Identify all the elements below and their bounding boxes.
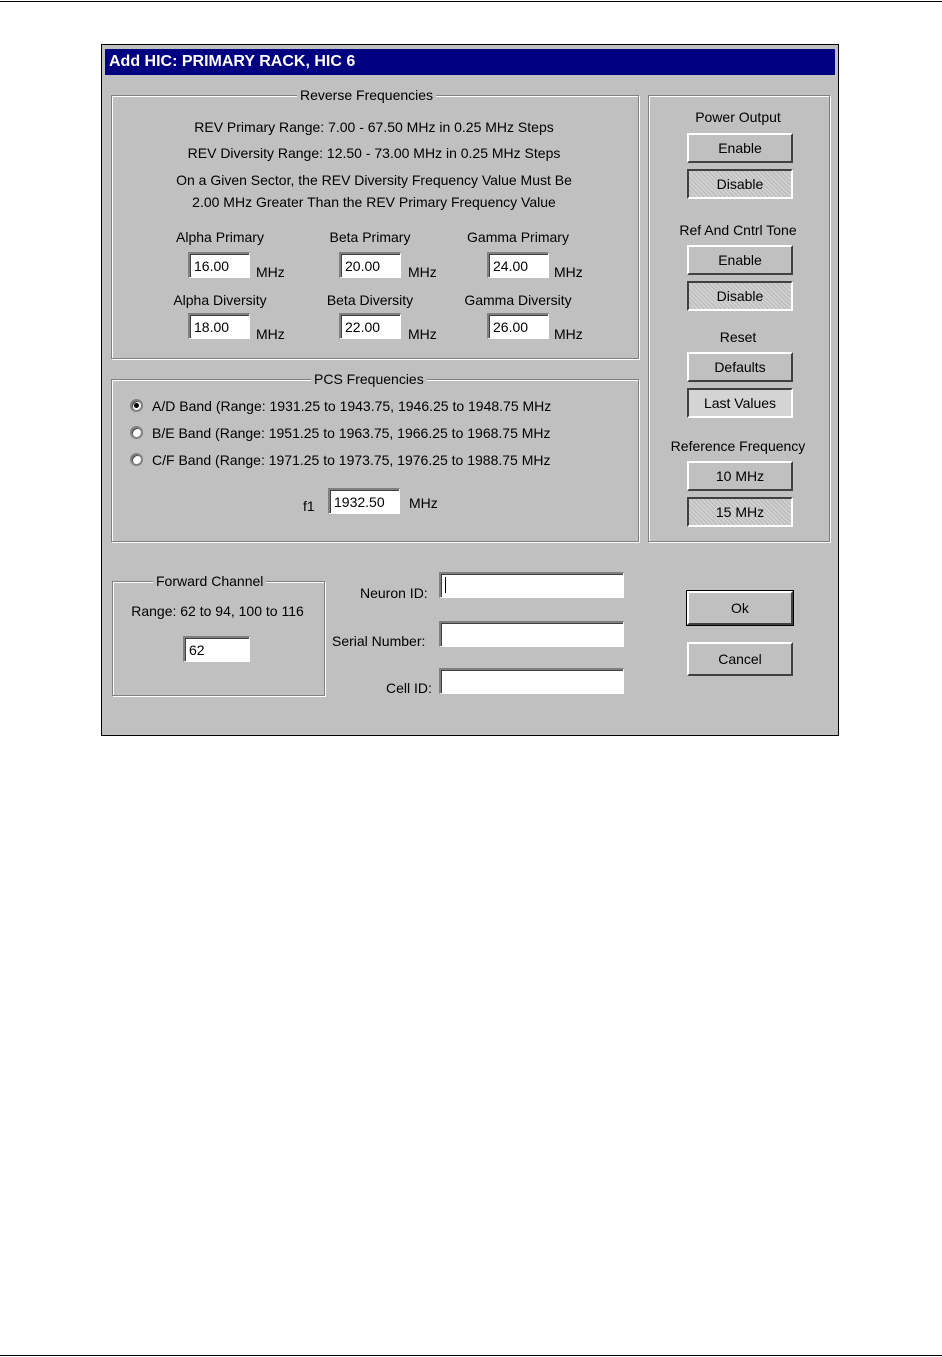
beta-primary-label: Beta Primary (329, 229, 411, 245)
page-top-rule (0, 1, 942, 2)
add-hic-dialog (101, 44, 839, 736)
alpha-diversity-input[interactable] (188, 313, 250, 339)
gamma-primary-input[interactable] (487, 252, 549, 278)
be-band-label[interactable]: B/E Band (Range: 1951.25 to 1963.75, 1966.25 to 1968.75 MHz (152, 425, 551, 441)
ref-freq-10mhz-button[interactable]: 10 MHz (687, 461, 793, 491)
forward-channel-input[interactable] (183, 636, 250, 662)
cf-band-label[interactable]: C/F Band (Range: 1971.25 to 1973.75, 1976.25 to 1988.75 MHz (152, 452, 551, 468)
beta-primary-unit: MHz (408, 264, 437, 280)
beta-primary-input[interactable] (339, 252, 401, 278)
alpha-primary-unit: MHz (256, 264, 285, 280)
f1-input[interactable] (328, 488, 400, 514)
forward-channel-range-text: Range: 62 to 94, 100 to 116 (131, 603, 304, 619)
power-output-heading: Power Output (695, 109, 781, 125)
rev-primary-range-text: REV Primary Range: 7.00 - 67.50 MHz in 0.25 MHz Steps (194, 119, 554, 135)
alpha-diversity-label: Alpha Diversity (173, 292, 267, 308)
reset-last-values-button[interactable]: Last Values (687, 388, 793, 418)
gamma-diversity-input[interactable] (487, 313, 549, 339)
cf-band-radio[interactable] (130, 453, 143, 466)
cancel-button[interactable]: Cancel (687, 642, 793, 676)
ad-band-label[interactable]: A/D Band (Range: 1931.25 to 1943.75, 1946.25 to 1948.75 MHz (152, 398, 552, 414)
gamma-diversity-unit: MHz (554, 326, 583, 342)
beta-diversity-input[interactable] (339, 313, 401, 339)
pcs-frequencies-legend: PCS Frequencies (311, 370, 427, 388)
f1-label: f1 (303, 498, 315, 514)
alpha-diversity-unit: MHz (256, 326, 285, 342)
gamma-primary-label: Gamma Primary (467, 229, 569, 245)
beta-diversity-unit: MHz (408, 326, 437, 342)
beta-diversity-label: Beta Diversity (326, 292, 414, 308)
serial-number-label: Serial Number: (332, 633, 426, 649)
radio-selected-dot (134, 403, 139, 408)
page-bottom-rule (0, 1355, 942, 1356)
reset-heading: Reset (719, 329, 757, 345)
power-disable-button[interactable]: Disable (687, 169, 793, 199)
forward-channel-legend: Forward Channel (153, 572, 266, 590)
ref-tone-enable-button[interactable]: Enable (687, 245, 793, 275)
dialog-title: Add HIC: PRIMARY RACK, HIC 6 (105, 49, 835, 75)
f1-unit: MHz (409, 495, 438, 511)
reference-frequency-heading: Reference Frequency (670, 438, 806, 454)
reset-defaults-button[interactable]: Defaults (687, 352, 793, 382)
text-cursor (445, 577, 446, 593)
ok-button[interactable]: Ok (687, 591, 793, 625)
be-band-radio[interactable] (130, 426, 143, 439)
ref-freq-15mhz-button[interactable]: 15 MHz (687, 497, 793, 527)
cell-id-input[interactable] (439, 668, 624, 694)
gamma-primary-unit: MHz (554, 264, 583, 280)
neuron-id-input[interactable] (439, 572, 624, 598)
serial-number-input[interactable] (439, 621, 624, 647)
cell-id-label: Cell ID: (386, 680, 432, 696)
reverse-frequencies-legend: Reverse Frequencies (297, 86, 436, 104)
ref-tone-disable-button[interactable]: Disable (687, 281, 793, 311)
ref-tone-heading: Ref And Cntrl Tone (679, 222, 797, 238)
alpha-primary-label: Alpha Primary (176, 229, 264, 245)
neuron-id-label: Neuron ID: (360, 585, 428, 601)
rev-diversity-range-text: REV Diversity Range: 12.50 - 73.00 MHz in 0.25 MHz Steps (187, 145, 561, 161)
ad-band-radio[interactable] (130, 399, 143, 412)
power-enable-button[interactable]: Enable (687, 133, 793, 163)
gamma-diversity-label: Gamma Diversity (464, 292, 572, 308)
alpha-primary-input[interactable] (188, 252, 250, 278)
rev-rule-text-2: 2.00 MHz Greater Than the REV Primary Frequency Value (192, 194, 556, 210)
rev-rule-text-1: On a Given Sector, the REV Diversity Frequency Value Must Be (176, 172, 572, 188)
